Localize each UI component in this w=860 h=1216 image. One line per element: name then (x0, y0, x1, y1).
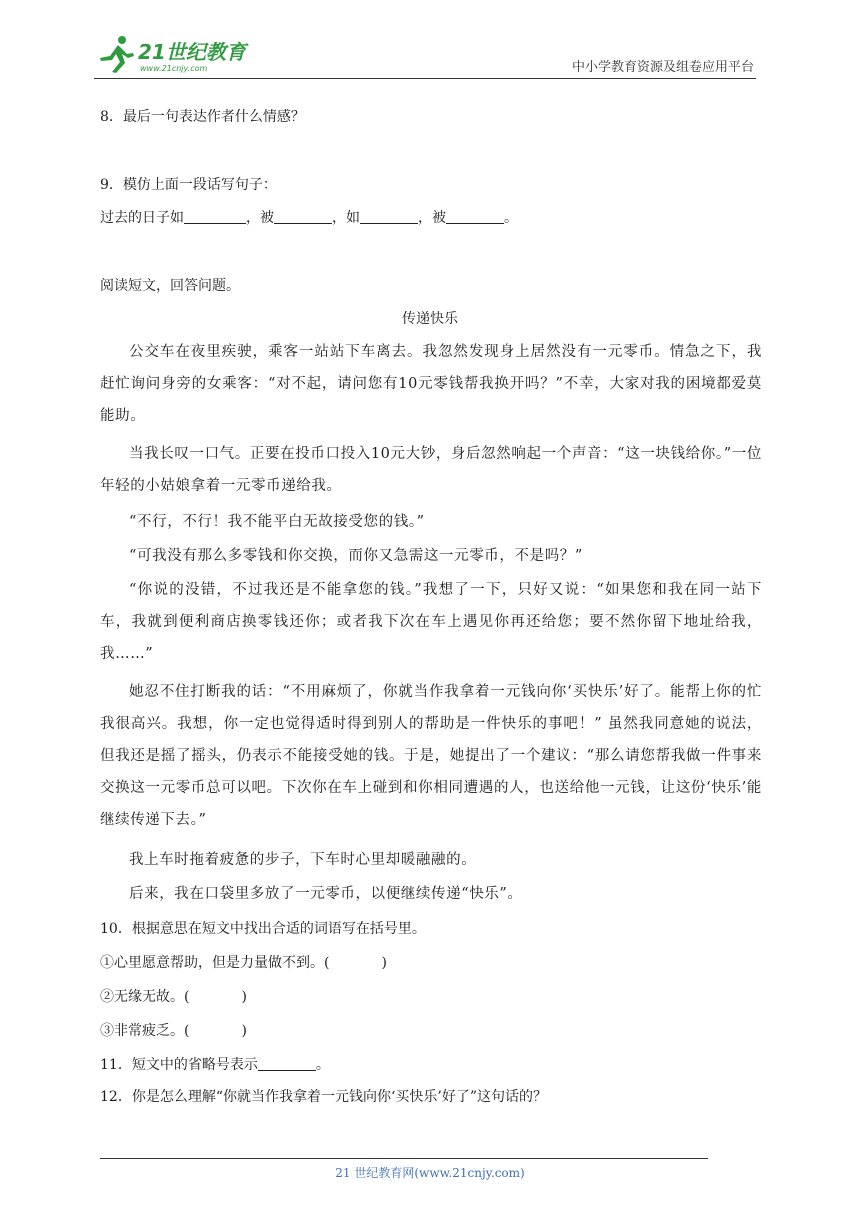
question-10-item-2: ②无缘无故。( ) (100, 989, 247, 1005)
answer-blank[interactable] (189, 989, 241, 1003)
answer-blank[interactable] (274, 209, 332, 224)
story-paragraph: “不行，不行！我不能平白无故接受您的钱。” (129, 514, 425, 530)
story-paragraph: 后来，我在口袋里多放了一元零币，以便继续传递“快乐”。 (129, 886, 523, 902)
story-paragraph: 当我长叹一口气。正要在投币口投入10元大钞，身后忽然响起一个声音：“这一块钱给你。”一位年轻的小姑娘拿着一元零币递给我。 (100, 446, 762, 494)
story-title: 传递快乐 (402, 311, 458, 327)
question-11: 11．短文中的省略号表示 。 (100, 1057, 330, 1073)
footer-divider (100, 1158, 708, 1159)
question-12: 12．你是怎么理解“你就当作我拿着一元钱向你‘买快乐’好了”这句话的？ (100, 1089, 548, 1105)
story-paragraph: 我上车时拖着疲惫的步子，下车时心里却暖融融的。 (129, 852, 477, 868)
logo-text: 21世纪教育 (138, 40, 246, 64)
answer-blank[interactable] (446, 209, 504, 224)
question-9-sentence: 过去的日子如 ，被 ，如 ，被 。 (100, 210, 518, 226)
answer-blank[interactable] (258, 1056, 316, 1071)
answer-blank[interactable] (329, 955, 381, 969)
answer-blank[interactable] (184, 209, 246, 224)
story-paragraph: “你说的没错，不过我还是不能拿您的钱。”我想了一下，只好又说：“如果您和我在同一站下车，我就到便利商店换零钱还你；或者我下次在车上遇见你再还给您；要不然你留下地址给我，我……” (100, 582, 762, 662)
question-9-label: 9．模仿上面一段话写句子： (100, 177, 277, 193)
reading-instruction: 阅读短文，回答问题。 (100, 278, 240, 294)
running-man-icon (100, 36, 134, 73)
logo-url: www.21cnjy.com (140, 64, 208, 73)
answer-blank[interactable] (189, 1023, 241, 1037)
logo (94, 34, 264, 74)
answer-blank[interactable] (360, 209, 418, 224)
page-header (94, 30, 756, 79)
footer-text: 21 世纪教育网(www.21cnjy.com) (335, 1166, 525, 1180)
question-10-item-3: ③非常疲乏。( ) (100, 1023, 247, 1039)
story-paragraph: 公交车在夜里疾驶，乘客一站站下车离去。我忽然发现身上居然没有一元零币。情急之下，我赶忙询问身旁的女乘客：“对不起，请问您有10元零钱帮我换开吗？”不幸，大家对我的困境都爱莫能助。 (100, 344, 762, 424)
story-paragraph: “可我没有那么多零钱和你交换，而你又急需这一元零币，不是吗？” (129, 548, 583, 564)
question-10-label: 10．根据意思在短文中找出合适的词语写在括号里。 (100, 921, 426, 937)
question-10-item-1: ①心里愿意帮助，但是力量做不到。( ) (100, 955, 387, 971)
story-paragraph: 她忍不住打断我的话：“不用麻烦了，你就当作我拿着一元钱向你‘买快乐’好了。能帮上你的忙我很高兴。我想，你一定也觉得适时得到别人的帮助是一件快乐的事吧！” 虽然我同意她的说法，但我还是摇了摇头，仍表示不能接受她的钱。于是，她提出了一个建议：“那么请您帮我做一件事来交换这一元零币总可以吧。下次你在车上碰到和你相同遭遇的人，也送给他一元钱，让这份‘快乐’能继续传递下去。” (100, 684, 762, 828)
platform-name: 中小学教育资源及组卷应用平台 (571, 60, 754, 75)
question-8: 8．最后一句表达作者什么情感？ (100, 109, 305, 125)
